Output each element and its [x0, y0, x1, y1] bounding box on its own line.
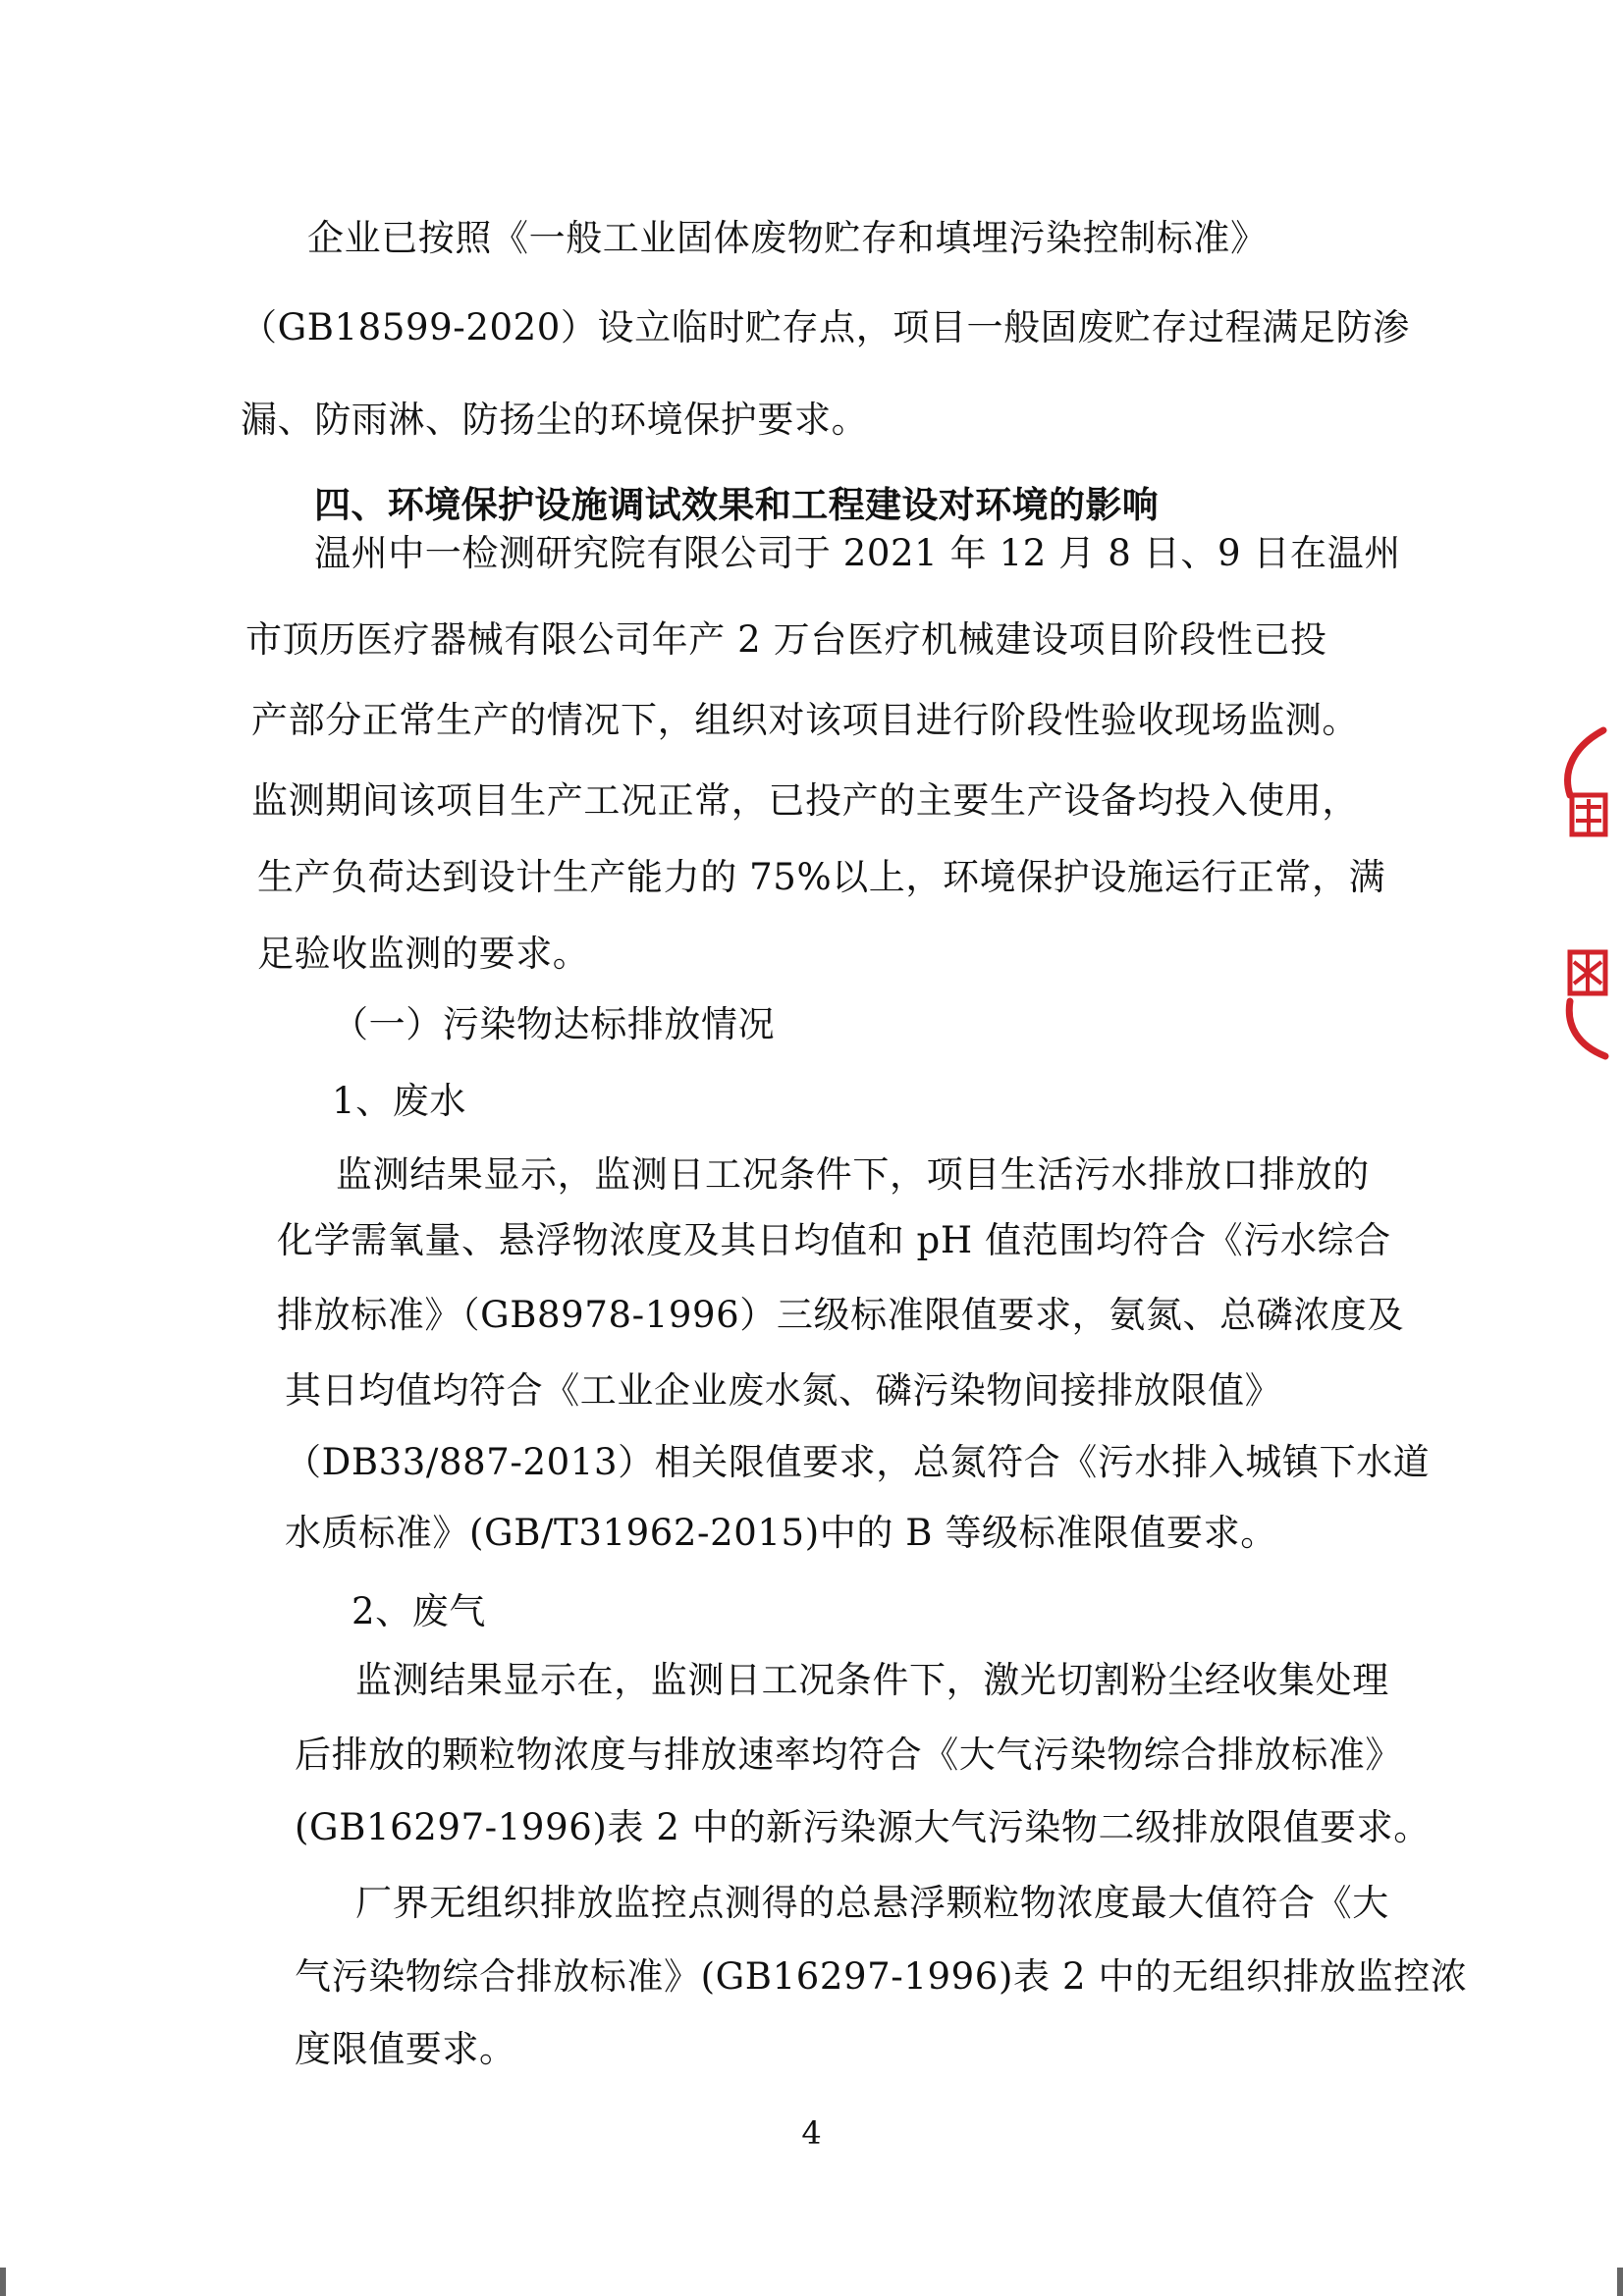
red-seal-icon	[1544, 726, 1613, 1060]
document-page: 企业已按照《一般工业固体废物贮存和填埋污染控制标准》 （GB18599-2020）设立临时贮存点，项目一般固废贮存过程满足防渗 漏、防雨淋、防扬尘的环境保护要求。 四、环境保护设施调试效果和工程建设对环境的影响 温州中一检测研究院有限公司于 2021 年 12 月 8 日、9 日在温州 市顶历医疗器械有限公司年产 2 万台医疗机械建设项目阶段性已投 产部分正常生产的情况下，组织对该项目进行阶段性验收现场监测。 监测期间该项目生产工况正常，已投产的主要生产设备均投入使用， 生产负荷达到设计生产能力的 75%以上，环境保护设施运行正常，满 足验收监测的要求。 （一）污染物达标排放情况 1、废水 监测结果显示，监测日工况条件下，项目生活污水排放口排放的 化学需氧量、悬浮物浓度及其日均值和 pH 值范围均符合《污水综合 排放标准》（GB8978-1996）三级标准限值要求，氨氮、总磷浓度及 其日均值均符合《工业企业废水氮、磷污染物间接排放限值》 （DB33/887-2013）相关限值要求，总氮符合《污水排入城镇下水道 水质标准》(GB/T31962-2015)中的 B 等级标准限值要求。 2、废气 监测结果显示在，监测日工况条件下，激光切割粉尘经收集处理 后排放的颗粒物浓度与排放速率均符合《大气污染物综合排放标准》 (GB16297-1996)表 2 中的新污染源大气污染物二级排放限值要求。 厂界无组织排放监控点测得的总悬浮颗粒物浓度最大值符合《大 气污染物综合排放标准》(GB16297-1996)表 2 中的无组织排放监控浓 度限值要求。 4	[0, 0, 1623, 2296]
page-number: 4	[801, 2114, 822, 2152]
scan-edge-right	[1617, 2268, 1623, 2296]
scan-edge-left	[0, 2268, 6, 2296]
